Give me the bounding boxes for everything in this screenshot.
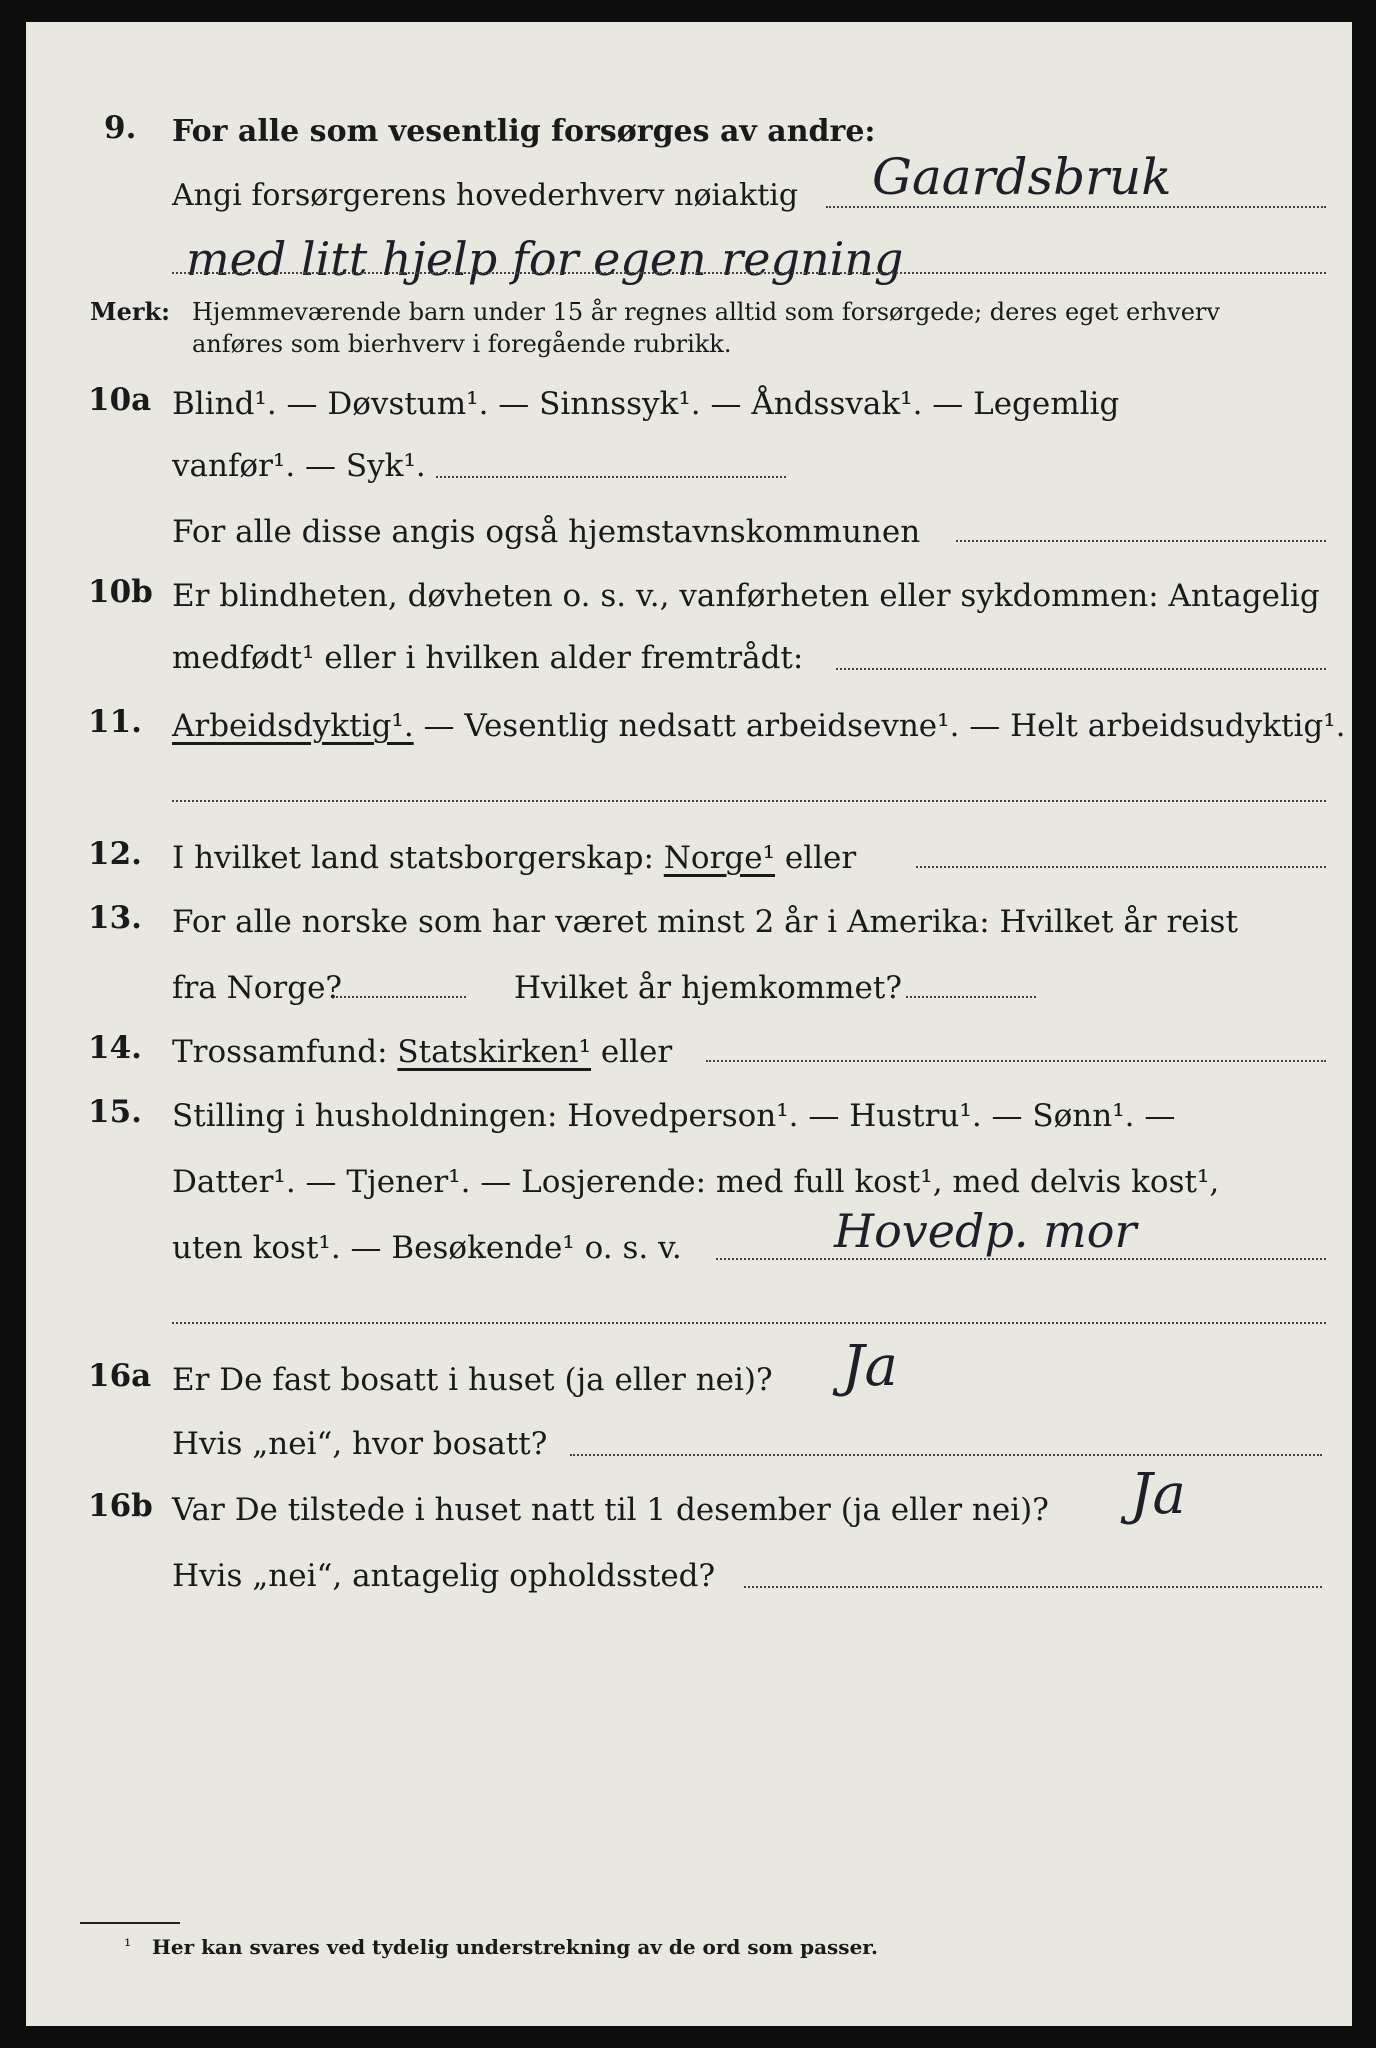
q15-line2: Datter¹. — Tjener¹. — Losjerende: med full kost¹, med delvis kost¹, <box>172 1164 1220 1200</box>
q14-answer-line <box>706 1060 1326 1062</box>
q9-line1: For alle som vesentlig forsørges av andre: <box>172 114 876 149</box>
q10a-number: 10a <box>88 382 152 418</box>
q14-option-statskirken-underlined: Statskirken¹ <box>397 1034 591 1070</box>
q9-handwritten-answer2: med litt hjelp for egen regning <box>186 232 904 286</box>
census-form-page <box>26 22 1352 2026</box>
q15-handwritten-answer: Hovedp. mor <box>834 1204 1137 1258</box>
q11-line <box>172 704 1346 748</box>
q16b-line1: Var De tilstede i huset natt til 1 desember (ja eller nei)? <box>172 1492 1049 1528</box>
q15-line3: uten kost¹. — Besøkende¹ o. s. v. <box>172 1230 682 1266</box>
q14-pre: Trossamfund: <box>172 1034 398 1070</box>
q14-number: 14. <box>88 1030 142 1066</box>
q13-line1: For alle norske som har været minst 2 år i Amerika: Hvilket år reist <box>172 904 1238 940</box>
q12-option-norge-underlined: Norge¹ <box>663 840 776 876</box>
q13-number: 13. <box>88 900 142 936</box>
q16a-answer-line <box>570 1454 1322 1456</box>
q13-line2a: fra Norge? <box>172 970 343 1006</box>
q9-answer-line2 <box>172 272 1326 274</box>
q9-line2: Angi forsørgerens hovederhverv nøiaktig <box>172 178 799 213</box>
q13-hjemkommet-line <box>906 996 1036 998</box>
q11-answer-line <box>172 800 1326 802</box>
q10a-syk-line <box>436 476 786 478</box>
q16a-line2: Hvis „nei“, hvor bosatt? <box>172 1426 548 1462</box>
q15-answer-line1 <box>716 1258 1326 1260</box>
q10a-kommune-line <box>956 540 1326 542</box>
q10b-number: 10b <box>88 574 153 610</box>
q9-number: 9. <box>104 110 137 146</box>
q13-reist-line <box>336 996 466 998</box>
q10b-line1: Er blindheten, døvheten o. s. v., vanførheten eller sykdommen: Antagelig <box>172 578 1320 614</box>
footnote-text: Her kan svares ved tydelig understrekning av de ord som passer. <box>152 1935 878 1959</box>
q11-number: 11. <box>88 704 142 740</box>
q9-handwritten-answer1: Gaardsbruk <box>872 148 1172 206</box>
q16a-handwritten-answer: Ja <box>842 1334 898 1399</box>
q14-line <box>172 1030 672 1074</box>
q12-pre: I hvilket land statsborgerskap: <box>172 840 664 876</box>
merk-line2: anføres som bierhverv i foregående rubrikk. <box>192 330 732 358</box>
q14-post: eller <box>591 1034 673 1070</box>
q13-line2b: Hvilket år hjemkommet? <box>514 970 902 1006</box>
q16b-line2: Hvis „nei“, antagelig opholdssted? <box>172 1558 716 1594</box>
q12-number: 12. <box>88 836 142 872</box>
q15-number: 15. <box>88 1094 142 1130</box>
q11-rest: — Vesentlig nedsatt arbeidsevne¹. — Helt arbeidsudyktig¹. <box>413 708 1346 744</box>
q12-line <box>172 836 856 880</box>
footnote-rule <box>80 1922 180 1924</box>
q16a-number: 16a <box>88 1358 152 1394</box>
q16b-answer-line <box>744 1586 1322 1588</box>
q10a-line1: Blind¹. — Døvstum¹. — Sinnssyk¹. — Åndssvak¹. — Legemlig <box>172 386 1120 422</box>
merk-label: Merk: <box>90 297 170 326</box>
q12-post: eller <box>775 840 857 876</box>
q16b-number: 16b <box>88 1488 153 1524</box>
q16a-line1: Er De fast bosatt i huset (ja eller nei)? <box>172 1362 773 1398</box>
q10b-line2: medfødt¹ eller i hvilken alder fremtrådt: <box>172 640 804 676</box>
q11-option-arbeidsdyktig-underlined: Arbeidsdyktig¹. <box>172 708 414 744</box>
q10a-line3: For alle disse angis også hjemstavnskommunen <box>172 514 921 550</box>
merk-line1: Hjemmeværende barn under 15 år regnes alltid som forsørgede; deres eget erhverv <box>192 298 1220 326</box>
q10a-line2: vanfør¹. — Syk¹. <box>172 448 426 484</box>
footnote-mark: ¹ <box>124 1936 132 1957</box>
q15-line1: Stilling i husholdningen: Hovedperson¹. — Hustru¹. — Sønn¹. — <box>172 1098 1176 1134</box>
q10b-answer-line <box>836 668 1326 670</box>
q15-answer-line2 <box>172 1322 1326 1324</box>
q9-answer-line1 <box>826 206 1326 208</box>
q16b-handwritten-answer: Ja <box>1130 1462 1186 1527</box>
q12-answer-line <box>916 866 1326 868</box>
